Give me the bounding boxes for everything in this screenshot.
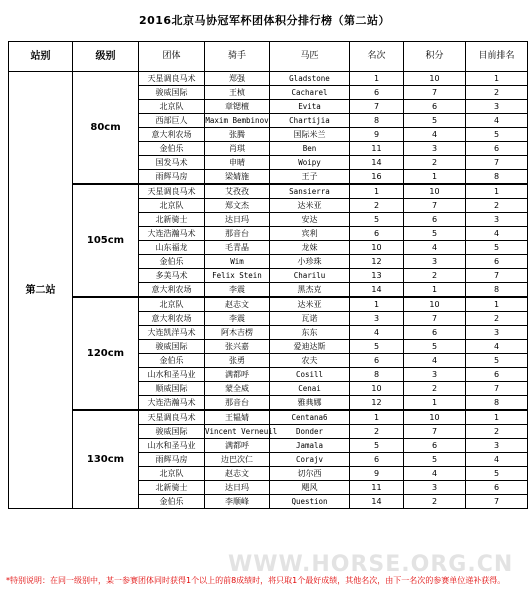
ranking-table: [8, 41, 528, 509]
current-rank-cell: 1: [466, 410, 528, 425]
table-row: [9, 410, 528, 425]
header-row: [9, 42, 528, 72]
current-rank-cell: 8: [466, 170, 528, 185]
place-cell: 6: [350, 86, 404, 100]
current-rank-cell: 6: [466, 255, 528, 269]
points-cell: 3: [404, 481, 466, 495]
rider-cell: 达日玛: [205, 213, 270, 227]
rider-cell: 满都呼: [205, 439, 270, 453]
place-cell: 6: [350, 227, 404, 241]
current-rank-cell: 4: [466, 227, 528, 241]
horse-cell: 爱迪达斯: [270, 340, 350, 354]
team-cell: 西部巨人: [139, 114, 205, 128]
place-cell: 14: [350, 283, 404, 298]
rider-cell: 毛青晶: [205, 241, 270, 255]
place-cell: 6: [350, 354, 404, 368]
points-cell: 4: [404, 128, 466, 142]
rider-cell: 那音台: [205, 396, 270, 411]
header-horse: 马匹: [270, 42, 350, 72]
rider-cell: 李顺峰: [205, 495, 270, 509]
points-cell: 1: [404, 396, 466, 411]
place-cell: 1: [350, 410, 404, 425]
horse-cell: 农夫: [270, 354, 350, 368]
current-rank-cell: 2: [466, 199, 528, 213]
table-row: [9, 184, 528, 199]
place-cell: 16: [350, 170, 404, 185]
table-row: [9, 72, 528, 86]
header-level: 级别: [73, 42, 139, 72]
rider-cell: 郑强: [205, 72, 270, 86]
horse-cell: Chartijia: [270, 114, 350, 128]
points-cell: 2: [404, 382, 466, 396]
current-rank-cell: 5: [466, 128, 528, 142]
points-cell: 4: [404, 241, 466, 255]
place-cell: 10: [350, 241, 404, 255]
horse-cell: Corajv: [270, 453, 350, 467]
horse-cell: 安达: [270, 213, 350, 227]
place-cell: 11: [350, 481, 404, 495]
place-cell: 10: [350, 382, 404, 396]
place-cell: 12: [350, 255, 404, 269]
horse-cell: 达米亚: [270, 297, 350, 312]
current-rank-cell: 3: [466, 100, 528, 114]
current-rank-cell: 5: [466, 241, 528, 255]
current-rank-cell: 2: [466, 312, 528, 326]
current-rank-cell: 3: [466, 326, 528, 340]
current-rank-cell: 6: [466, 142, 528, 156]
rider-cell: 蒙全威: [205, 382, 270, 396]
current-rank-cell: 6: [466, 368, 528, 382]
rider-cell: Felix Stein: [205, 269, 270, 283]
points-cell: 1: [404, 283, 466, 298]
points-cell: 3: [404, 255, 466, 269]
current-rank-cell: 3: [466, 439, 528, 453]
current-rank-cell: 7: [466, 269, 528, 283]
horse-cell: Cosill: [270, 368, 350, 382]
place-cell: 4: [350, 326, 404, 340]
team-cell: 山水和圣马业: [139, 368, 205, 382]
points-cell: 7: [404, 199, 466, 213]
points-cell: 6: [404, 326, 466, 340]
team-cell: 北京队: [139, 297, 205, 312]
current-rank-cell: 5: [466, 467, 528, 481]
rider-cell: 赵志文: [205, 297, 270, 312]
horse-cell: 切尔西: [270, 467, 350, 481]
rider-cell: 达日玛: [205, 481, 270, 495]
place-cell: 1: [350, 72, 404, 86]
special-note: *特别说明：在同一级别中，某一参赛团体同时获得1个以上的前8成绩时，将只取1个最好成绩，其他名次，由下一名次的参赛单位递补获得。: [6, 576, 506, 585]
current-rank-cell: 7: [466, 495, 528, 509]
place-cell: 6: [350, 453, 404, 467]
rider-cell: 王韫婧: [205, 410, 270, 425]
points-cell: 7: [404, 425, 466, 439]
horse-cell: 黑杰克: [270, 283, 350, 298]
horse-cell: Ben: [270, 142, 350, 156]
horse-cell: 飓风: [270, 481, 350, 495]
place-cell: 8: [350, 114, 404, 128]
place-cell: 5: [350, 439, 404, 453]
horse-cell: Gladstone: [270, 72, 350, 86]
rider-cell: 李震: [205, 283, 270, 298]
points-cell: 1: [404, 170, 466, 185]
points-cell: 10: [404, 410, 466, 425]
rider-cell: 李震: [205, 312, 270, 326]
place-cell: 2: [350, 425, 404, 439]
points-cell: 6: [404, 100, 466, 114]
horse-cell: Question: [270, 495, 350, 509]
horse-cell: Woipy: [270, 156, 350, 170]
rider-cell: 郑文杰: [205, 199, 270, 213]
points-cell: 7: [404, 86, 466, 100]
team-cell: 顺威国际: [139, 382, 205, 396]
team-cell: 北京队: [139, 100, 205, 114]
team-cell: 北新骑士: [139, 213, 205, 227]
horse-cell: 达米亚: [270, 199, 350, 213]
team-cell: 意大利农场: [139, 312, 205, 326]
ranking-table-body: [9, 72, 528, 509]
horse-cell: 小珍珠: [270, 255, 350, 269]
horse-cell: Centana6: [270, 410, 350, 425]
place-cell: 1: [350, 297, 404, 312]
team-cell: 国发马术: [139, 156, 205, 170]
points-cell: 2: [404, 156, 466, 170]
team-cell: 雨辉马房: [139, 453, 205, 467]
team-cell: 天星调良马术: [139, 72, 205, 86]
points-cell: 4: [404, 354, 466, 368]
team-cell: 山东福龙: [139, 241, 205, 255]
team-cell: 金伯乐: [139, 495, 205, 509]
header-team: 团体: [139, 42, 205, 72]
rider-cell: 肖琪: [205, 142, 270, 156]
rider-cell: 张腾: [205, 128, 270, 142]
current-rank-cell: 8: [466, 396, 528, 411]
points-cell: 2: [404, 269, 466, 283]
team-cell: 多美马术: [139, 269, 205, 283]
place-cell: 9: [350, 128, 404, 142]
team-cell: 金伯乐: [139, 142, 205, 156]
points-cell: 6: [404, 213, 466, 227]
place-cell: 3: [350, 312, 404, 326]
team-cell: 金伯乐: [139, 255, 205, 269]
place-cell: 11: [350, 142, 404, 156]
current-rank-cell: 2: [466, 425, 528, 439]
table-row: [9, 297, 528, 312]
header-points: 积分: [404, 42, 466, 72]
horse-cell: Sansierra: [270, 184, 350, 199]
team-cell: 骏威国际: [139, 425, 205, 439]
horse-cell: 王子: [270, 170, 350, 185]
horse-cell: 宾利: [270, 227, 350, 241]
rider-cell: 阿木吉楞: [205, 326, 270, 340]
place-cell: 13: [350, 269, 404, 283]
team-cell: 天星调良马术: [139, 410, 205, 425]
team-cell: 金伯乐: [139, 354, 205, 368]
place-cell: 1: [350, 184, 404, 199]
watermark: WWW.HORSE.ORG.CN: [228, 552, 514, 577]
level-cell: 105cm: [73, 184, 139, 297]
level-cell: 120cm: [73, 297, 139, 410]
points-cell: 10: [404, 297, 466, 312]
rider-cell: 边巴次仁: [205, 453, 270, 467]
points-cell: 3: [404, 368, 466, 382]
rider-cell: 张兴嘉: [205, 340, 270, 354]
place-cell: 2: [350, 199, 404, 213]
horse-cell: 国际米兰: [270, 128, 350, 142]
level-cell: 130cm: [73, 410, 139, 509]
current-rank-cell: 1: [466, 72, 528, 86]
rider-cell: 章锶檀: [205, 100, 270, 114]
horse-cell: 东东: [270, 326, 350, 340]
rider-cell: Vincent Verneuil: [205, 425, 270, 439]
team-cell: 北京队: [139, 199, 205, 213]
rider-cell: 梁婧施: [205, 170, 270, 185]
station-cell: 第二站: [9, 72, 73, 509]
rider-cell: 那音台: [205, 227, 270, 241]
rider-cell: 艾孜孜: [205, 184, 270, 199]
rider-cell: 王桢: [205, 86, 270, 100]
rider-cell: 张勇: [205, 354, 270, 368]
horse-cell: Cenai: [270, 382, 350, 396]
current-rank-cell: 5: [466, 354, 528, 368]
header-current-rank: 目前排名: [466, 42, 528, 72]
team-cell: 骏威国际: [139, 340, 205, 354]
rider-cell: Wim: [205, 255, 270, 269]
points-cell: 6: [404, 439, 466, 453]
team-cell: 北新骑士: [139, 481, 205, 495]
current-rank-cell: 1: [466, 184, 528, 199]
team-cell: 意大利农场: [139, 283, 205, 298]
current-rank-cell: 3: [466, 213, 528, 227]
points-cell: 5: [404, 114, 466, 128]
points-cell: 5: [404, 340, 466, 354]
page-title: 2016北京马协冠军杯团体积分排行榜（第二站）: [138, 14, 391, 27]
points-cell: 10: [404, 72, 466, 86]
team-cell: 大连凯洋马术: [139, 326, 205, 340]
horse-cell: Cacharel: [270, 86, 350, 100]
header-rider: 骑手: [205, 42, 270, 72]
current-rank-cell: 2: [466, 86, 528, 100]
header-place: 名次: [350, 42, 404, 72]
team-cell: 北京队: [139, 467, 205, 481]
place-cell: 14: [350, 495, 404, 509]
points-cell: 7: [404, 312, 466, 326]
team-cell: 天星调良马术: [139, 184, 205, 199]
current-rank-cell: 4: [466, 340, 528, 354]
place-cell: 14: [350, 156, 404, 170]
points-cell: 5: [404, 227, 466, 241]
horse-cell: Donder: [270, 425, 350, 439]
place-cell: 5: [350, 213, 404, 227]
horse-cell: 龙妹: [270, 241, 350, 255]
current-rank-cell: 1: [466, 297, 528, 312]
team-cell: 大连浩瀚马术: [139, 396, 205, 411]
rider-cell: 申晴: [205, 156, 270, 170]
current-rank-cell: 6: [466, 481, 528, 495]
horse-cell: 雅典娜: [270, 396, 350, 411]
points-cell: 3: [404, 142, 466, 156]
current-rank-cell: 4: [466, 114, 528, 128]
points-cell: 5: [404, 453, 466, 467]
team-cell: 大连浩瀚马术: [139, 227, 205, 241]
place-cell: 9: [350, 467, 404, 481]
place-cell: 8: [350, 368, 404, 382]
current-rank-cell: 7: [466, 156, 528, 170]
rider-cell: 赵志文: [205, 467, 270, 481]
place-cell: 12: [350, 396, 404, 411]
team-cell: 意大利农场: [139, 128, 205, 142]
place-cell: 5: [350, 340, 404, 354]
current-rank-cell: 8: [466, 283, 528, 298]
team-cell: 山水和圣马业: [139, 439, 205, 453]
current-rank-cell: 4: [466, 453, 528, 467]
horse-cell: Jamala: [270, 439, 350, 453]
team-cell: 骏威国际: [139, 86, 205, 100]
rider-cell: 满都呼: [205, 368, 270, 382]
horse-cell: Charilu: [270, 269, 350, 283]
place-cell: 7: [350, 100, 404, 114]
level-cell: 80cm: [73, 72, 139, 185]
current-rank-cell: 7: [466, 382, 528, 396]
points-cell: 10: [404, 184, 466, 199]
header-station: 站别: [9, 42, 73, 72]
points-cell: 2: [404, 495, 466, 509]
horse-cell: Evita: [270, 100, 350, 114]
points-cell: 4: [404, 467, 466, 481]
rider-cell: Maxim Bembinov: [205, 114, 270, 128]
team-cell: 雨辉马房: [139, 170, 205, 185]
horse-cell: 瓦诺: [270, 312, 350, 326]
